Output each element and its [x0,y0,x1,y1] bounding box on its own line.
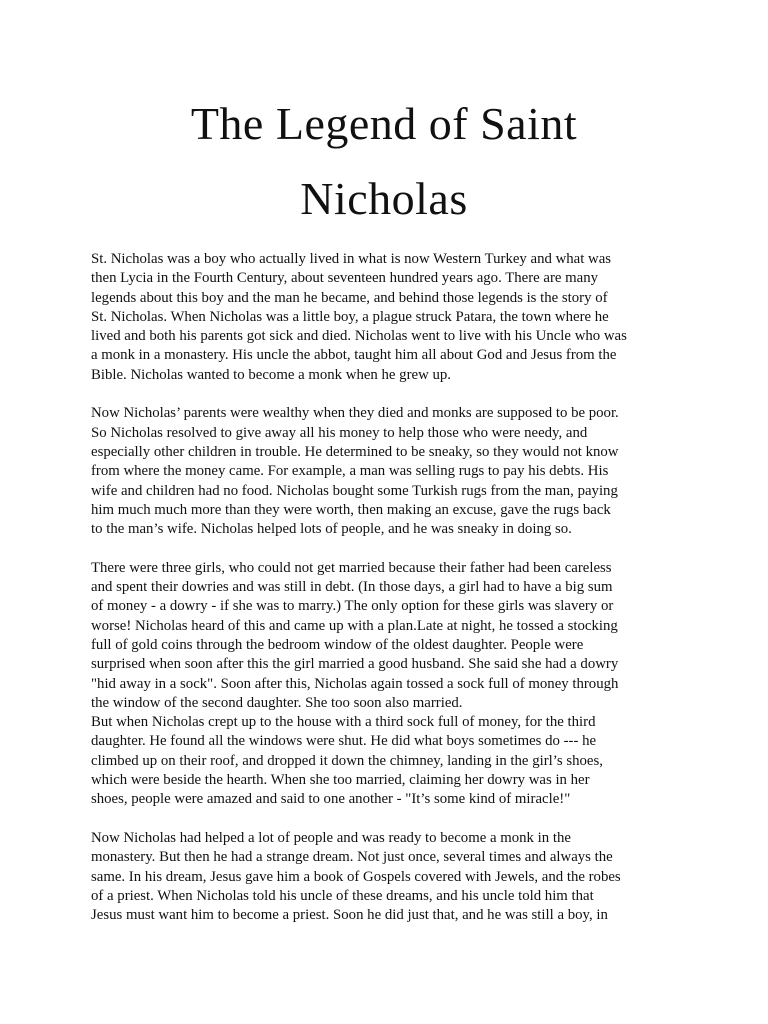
text-line: which were beside the hearth. When she too married, claiming her dowry was in her [91,772,590,789]
document-title [90,86,678,236]
paragraph-4 [91,829,691,925]
text-line: monastery. But then he had a strange dream. Not just once, several times and always the [91,849,613,866]
text-line: But when Nicholas crept up to the house with a third sock full of money, for the third [91,714,596,731]
text-line: climbed up on their roof, and dropped it down the chimney, landing in the girl’s shoes, [91,752,603,769]
text-line: especially other children in trouble. He determined to be sneaky, so they would not know [91,443,619,460]
paragraph-3 [91,559,691,810]
text-line: lived and both his parents got sick and died. Nicholas went to live with his Uncle who was [91,328,627,345]
text-line: a monk in a monastery. His uncle the abbot, taught him all about God and Jesus from the [91,347,617,364]
text-line: same. In his dream, Jesus gave him a book of Gospels covered with Jewels, and the robes [91,868,621,885]
text-line: So Nicholas resolved to give away all his money to help those who were needy, and [91,424,588,441]
text-line: worse! Nicholas heard of this and came up with a plan.Late at night, he tossed a stocking [91,617,618,634]
text-line: full of gold coins through the bedroom window of the oldest daughter. People were [91,636,584,653]
paragraph-2 [91,404,691,539]
text-line: from where the money came. For example, a man was selling rugs to pay his debts. His [91,463,609,480]
text-line: Now Nicholas’ parents were wealthy when they died and monks are supposed to be poor. [91,405,619,422]
title-line: The Legend of Saint [190,98,578,149]
text-line: St. Nicholas was a boy who actually lived in what is now Western Turkey and what was [91,251,612,267]
text-line: St. Nicholas. When Nicholas was a little boy, a plague struck Patara, the town where he [91,308,609,325]
text-line: shoes, people were amazed and said to one another - "It’s some kind of miracle!" [91,791,571,808]
text-line: the window of the second daughter. She too soon also married. [91,694,463,711]
text-line: and spent their dowries and was still in debt. (In those days, a girl had to have a big sum [91,579,613,596]
paragraph-1 [91,250,691,385]
text-line: to the man’s wife. Nicholas helped lots of people, and he was sneaky in doing so. [91,521,572,538]
text-line: wife and children had no food. Nicholas bought some Turkish rugs from the man, paying [91,482,618,499]
text-line: Jesus must want him to become a priest. Soon he did just that, and he was still a boy, in [91,907,608,924]
text-line: surprised when soon after this the girl married a good husband. She said she had a dowry [91,656,619,673]
text-line: "hid away in a sock". Soon after this, Nicholas again tossed a sock full of money through [91,675,619,692]
text-line: Now Nicholas had helped a lot of people and was ready to become a monk in the [91,829,571,846]
text-line: him much much more than they were worth, then making an excuse, gave the rugs back [91,501,611,518]
text-line: of money - a dowry - if she was to marry.) The only option for these girls was slavery or [91,598,614,615]
text-line: of a priest. When Nicholas told his uncle of these dreams, and his uncle told him that [91,887,594,904]
text-line: daughter. He found all the windows were shut. He did what boys sometimes do --- he [91,733,597,750]
text-line: There were three girls, who could not get married because their father had been careless [91,559,612,576]
text-line: legends about this boy and the man he became, and behind those legends is the story of [91,289,608,306]
document-body [91,250,691,945]
text-line: then Lycia in the Fourth Century, about seventeen hundred years ago. There are many [91,270,599,287]
title-line: Nicholas [300,173,468,224]
text-line: Bible. Nicholas wanted to become a monk when he grew up. [91,366,451,383]
